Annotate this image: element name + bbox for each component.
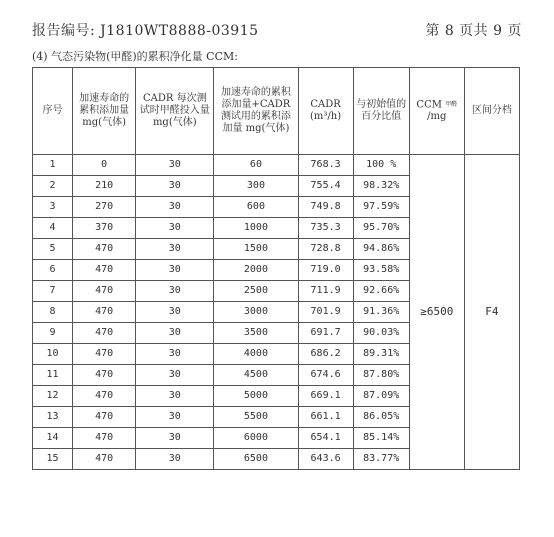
cell-ratio: 87.09% bbox=[353, 386, 409, 407]
cell-accum: 4500 bbox=[214, 365, 298, 386]
cell-accum: 4000 bbox=[214, 344, 298, 365]
cell-seq: 15 bbox=[33, 449, 73, 470]
cell-accum: 2500 bbox=[214, 281, 298, 302]
cell-cadr-input: 30 bbox=[136, 302, 214, 323]
cell-cadr: 686.2 bbox=[298, 344, 353, 365]
cell-cadr-input: 30 bbox=[136, 176, 214, 197]
cell-cadr-input: 30 bbox=[136, 281, 214, 302]
cell-accum: 1500 bbox=[214, 239, 298, 260]
cell-cadr-input: 30 bbox=[136, 449, 214, 470]
cell-accum: 2000 bbox=[214, 260, 298, 281]
cell-accum: 300 bbox=[214, 176, 298, 197]
cell-cadr-input: 30 bbox=[136, 197, 214, 218]
header-seq: 序号 bbox=[33, 68, 73, 155]
cell-cadr-input: 30 bbox=[136, 260, 214, 281]
cell-added: 470 bbox=[73, 365, 136, 386]
cell-cadr-input: 30 bbox=[136, 155, 214, 176]
cell-cadr-input: 30 bbox=[136, 386, 214, 407]
header-ratio: 与初始值的百分比值 bbox=[353, 68, 409, 155]
cell-seq: 8 bbox=[33, 302, 73, 323]
cell-cadr: 735.3 bbox=[298, 218, 353, 239]
cell-seq: 4 bbox=[33, 218, 73, 239]
cell-cadr: 701.9 bbox=[298, 302, 353, 323]
header-ccm-sub: 甲醛 bbox=[445, 100, 458, 108]
cell-added: 270 bbox=[73, 197, 136, 218]
cell-seq: 5 bbox=[33, 239, 73, 260]
cell-cadr: 749.8 bbox=[298, 197, 353, 218]
page-header bbox=[32, 20, 522, 42]
cell-cadr: 755.4 bbox=[298, 176, 353, 197]
cell-ratio: 83.77% bbox=[353, 449, 409, 470]
cell-seq: 13 bbox=[33, 407, 73, 428]
table-row bbox=[33, 155, 520, 176]
cell-accum: 5000 bbox=[214, 386, 298, 407]
cell-added: 470 bbox=[73, 239, 136, 260]
cell-seq: 3 bbox=[33, 197, 73, 218]
cell-cadr-input: 30 bbox=[136, 428, 214, 449]
report-number: 报告编号: J1810WT8888-03915 bbox=[32, 23, 259, 39]
cell-accum: 5500 bbox=[214, 407, 298, 428]
cell-accum: 6500 bbox=[214, 449, 298, 470]
cell-cadr-input: 30 bbox=[136, 407, 214, 428]
cell-cadr-input: 30 bbox=[136, 239, 214, 260]
cell-added: 470 bbox=[73, 386, 136, 407]
cell-seq: 11 bbox=[33, 365, 73, 386]
cell-seq: 2 bbox=[33, 176, 73, 197]
header-ccm-label: CCM bbox=[416, 99, 442, 111]
cell-cadr: 669.1 bbox=[298, 386, 353, 407]
cell-cadr: 719.0 bbox=[298, 260, 353, 281]
header-cadr-input: CADR 每次测试时甲醛投入量 mg(气体) bbox=[136, 68, 214, 155]
table-header-row bbox=[33, 68, 520, 155]
cell-cadr-input: 30 bbox=[136, 365, 214, 386]
cell-ccm-value: ≥6500 bbox=[409, 155, 464, 470]
cell-added: 470 bbox=[73, 449, 136, 470]
cell-ratio: 85.14% bbox=[353, 428, 409, 449]
cell-added: 370 bbox=[73, 218, 136, 239]
page-number: 第 8 页共 9 页 bbox=[425, 23, 522, 39]
cell-seq: 14 bbox=[33, 428, 73, 449]
header-cadr-label: CADR bbox=[310, 99, 341, 110]
cell-accum: 6000 bbox=[214, 428, 298, 449]
cell-accum: 3000 bbox=[214, 302, 298, 323]
section-title: (4) 气态污染物(甲醛)的累积净化量 CCM: bbox=[32, 50, 238, 63]
cell-ratio: 97.59% bbox=[353, 197, 409, 218]
cell-cadr: 711.9 bbox=[298, 281, 353, 302]
cell-added: 210 bbox=[73, 176, 136, 197]
cell-ratio: 91.36% bbox=[353, 302, 409, 323]
ccm-table bbox=[32, 67, 520, 470]
cell-ratio: 100 % bbox=[353, 155, 409, 176]
cell-seq: 6 bbox=[33, 260, 73, 281]
cell-added: 470 bbox=[73, 302, 136, 323]
cell-added: 470 bbox=[73, 344, 136, 365]
cell-ratio: 95.70% bbox=[353, 218, 409, 239]
cell-added: 0 bbox=[73, 155, 136, 176]
cell-ratio: 86.05% bbox=[353, 407, 409, 428]
cell-seq: 7 bbox=[33, 281, 73, 302]
cell-cadr: 643.6 bbox=[298, 449, 353, 470]
cell-added: 470 bbox=[73, 428, 136, 449]
header-cadr-unit: (m³/h) bbox=[310, 111, 342, 122]
cell-ratio: 90.03% bbox=[353, 323, 409, 344]
cell-cadr: 728.8 bbox=[298, 239, 353, 260]
cell-added: 470 bbox=[73, 281, 136, 302]
table-body bbox=[33, 155, 520, 470]
header-grade: 区间分档 bbox=[464, 68, 519, 155]
cell-cadr: 661.1 bbox=[298, 407, 353, 428]
cell-cadr: 674.6 bbox=[298, 365, 353, 386]
cell-ratio: 98.32% bbox=[353, 176, 409, 197]
cell-ratio: 93.58% bbox=[353, 260, 409, 281]
cell-cadr: 768.3 bbox=[298, 155, 353, 176]
cell-cadr-input: 30 bbox=[136, 344, 214, 365]
cell-ratio: 92.66% bbox=[353, 281, 409, 302]
cell-accum: 3500 bbox=[214, 323, 298, 344]
cell-added: 470 bbox=[73, 407, 136, 428]
cell-ratio: 89.31% bbox=[353, 344, 409, 365]
header-added-mass: 加速寿命的累积添加量 mg(气体) bbox=[73, 68, 136, 155]
cell-cadr: 654.1 bbox=[298, 428, 353, 449]
cell-cadr-input: 30 bbox=[136, 218, 214, 239]
cell-grade-value: F4 bbox=[464, 155, 519, 470]
header-ccm bbox=[409, 68, 464, 155]
cell-seq: 10 bbox=[33, 344, 73, 365]
cell-ratio: 94.86% bbox=[353, 239, 409, 260]
header-ccm-unit: /mg bbox=[427, 111, 447, 123]
cell-cadr: 691.7 bbox=[298, 323, 353, 344]
cell-added: 470 bbox=[73, 260, 136, 281]
cell-accum: 60 bbox=[214, 155, 298, 176]
cell-seq: 9 bbox=[33, 323, 73, 344]
header-cadr bbox=[298, 68, 353, 155]
cell-seq: 12 bbox=[33, 386, 73, 407]
cell-added: 470 bbox=[73, 323, 136, 344]
cell-cadr-input: 30 bbox=[136, 323, 214, 344]
cell-ratio: 87.80% bbox=[353, 365, 409, 386]
cell-accum: 1000 bbox=[214, 218, 298, 239]
cell-accum: 600 bbox=[214, 197, 298, 218]
header-accum-total: 加速寿命的累积添加量+CADR 测试用的累积添加量 mg(气体) bbox=[214, 68, 298, 155]
cell-seq: 1 bbox=[33, 155, 73, 176]
